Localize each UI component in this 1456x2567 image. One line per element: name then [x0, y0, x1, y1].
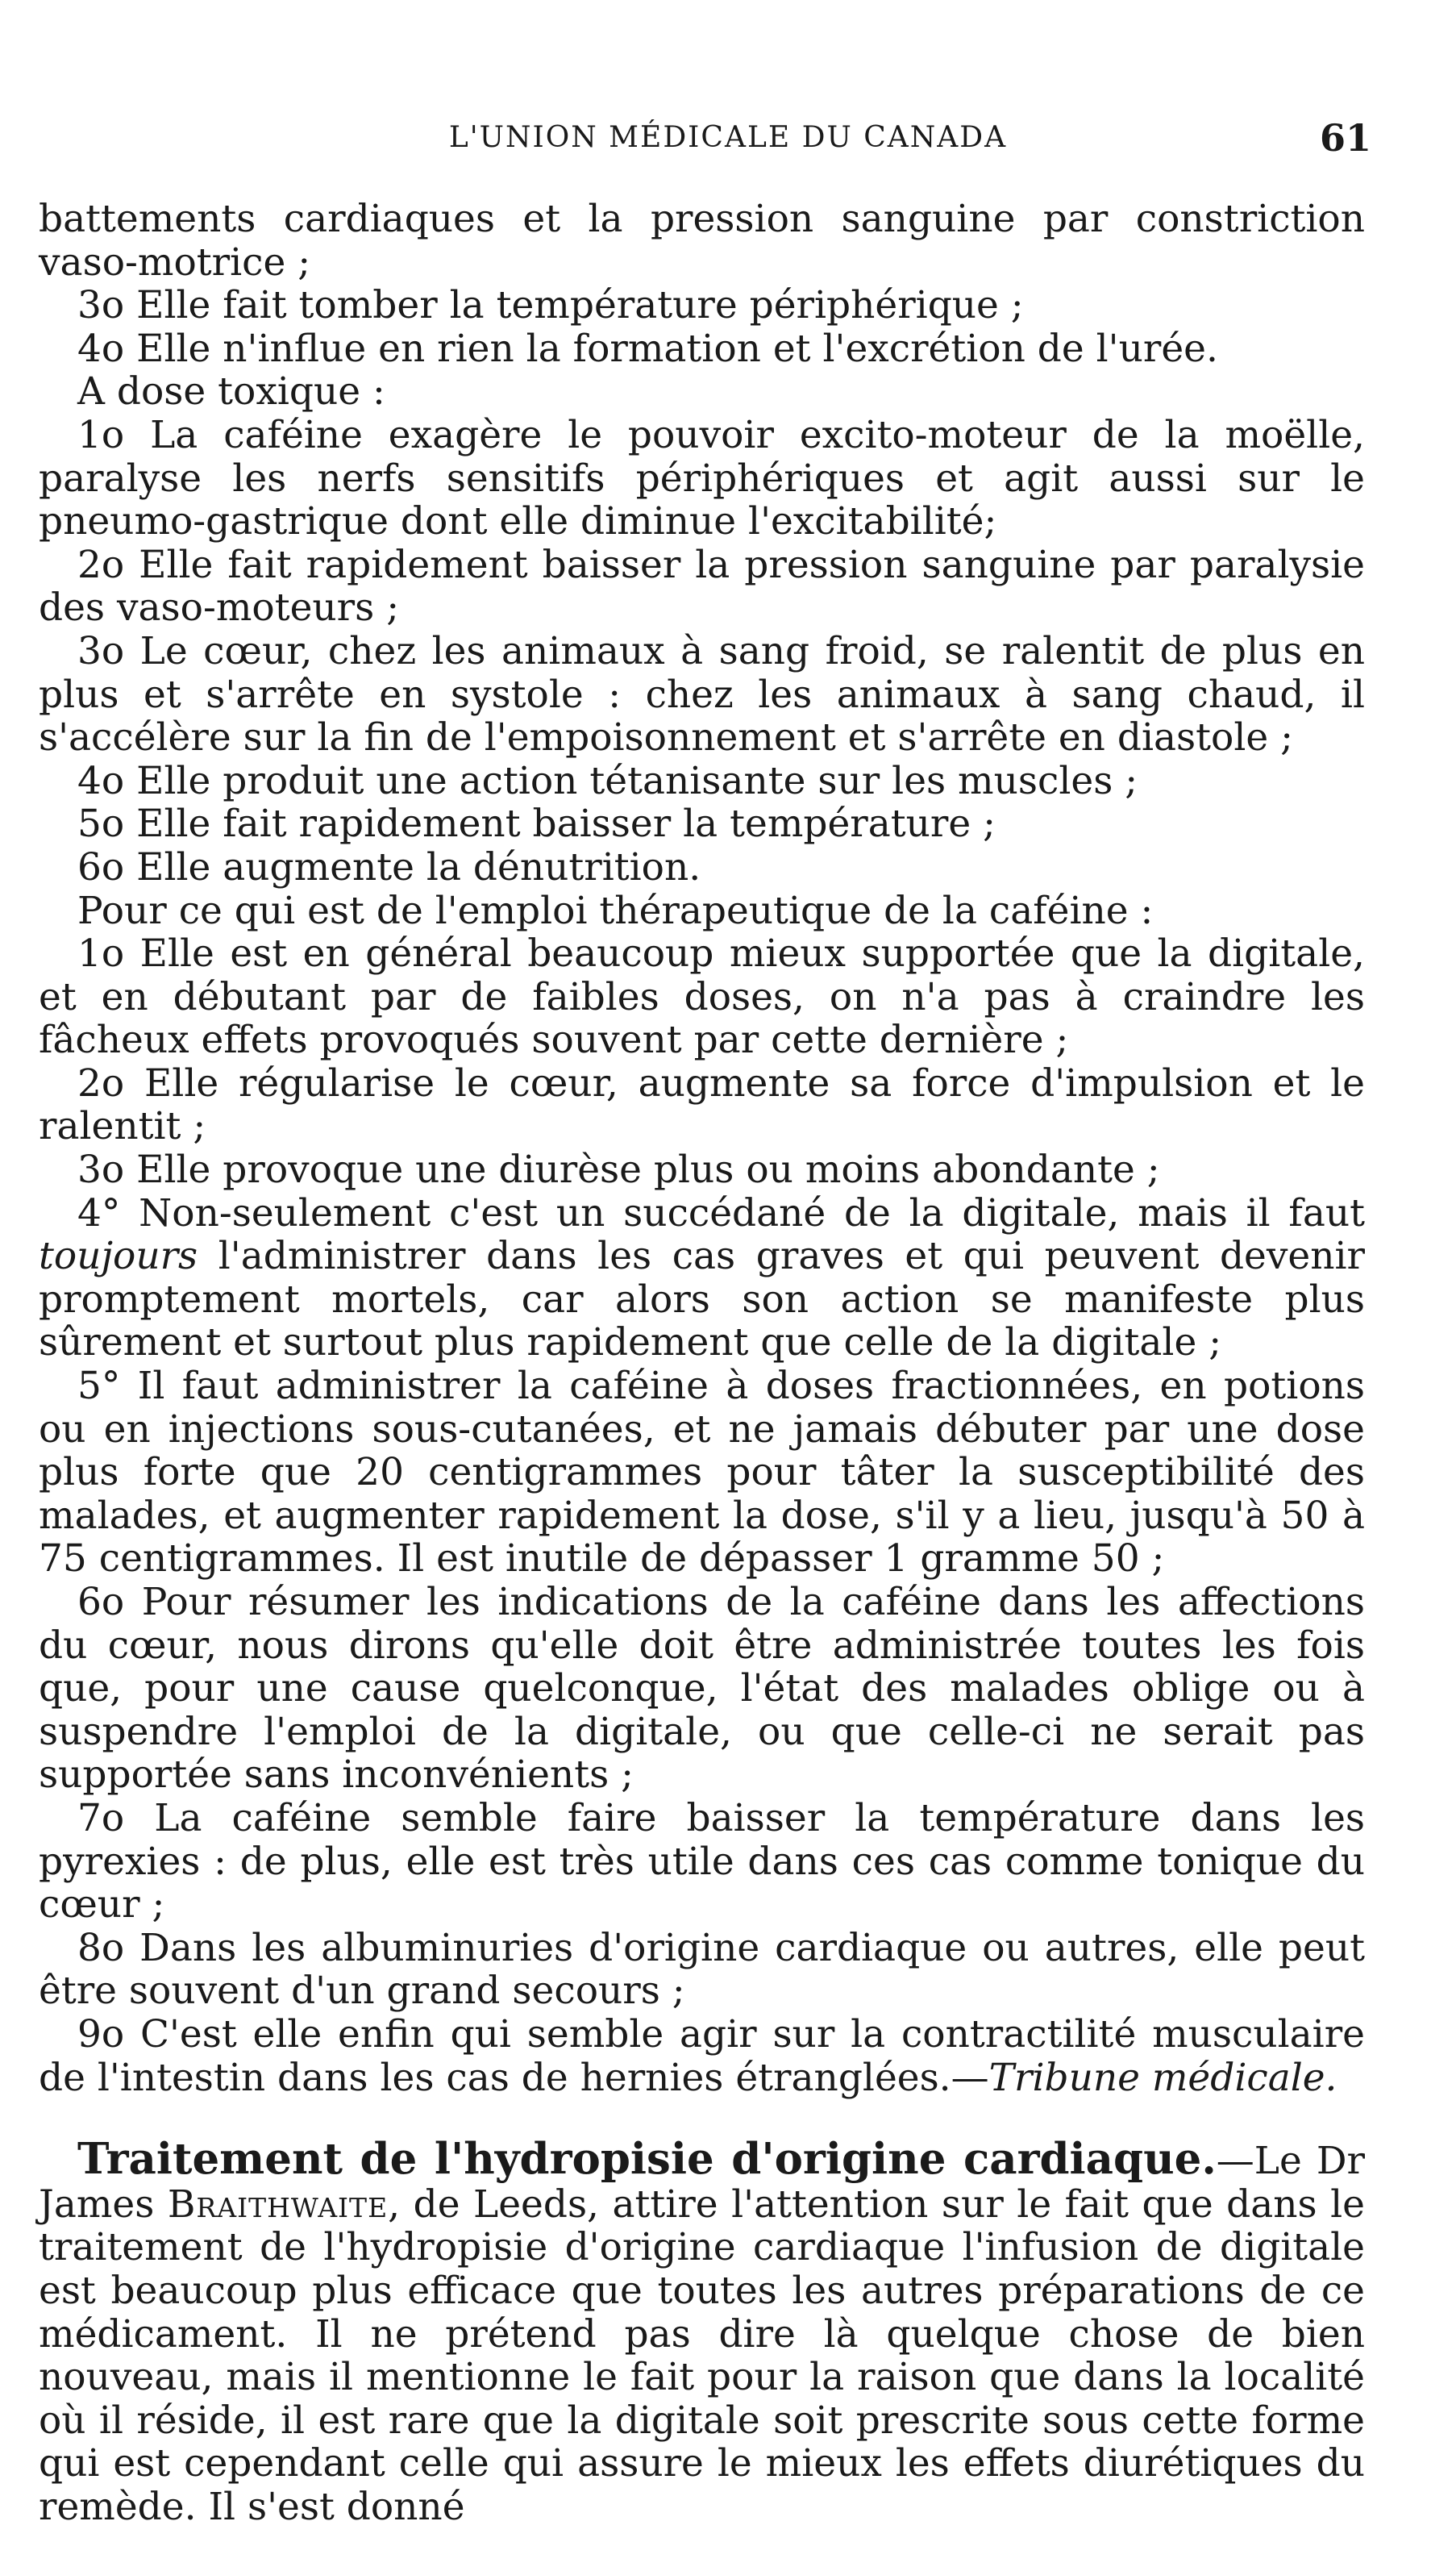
paragraph [39, 2013, 1365, 2099]
section-gap [39, 2099, 1365, 2138]
text-span: 4° Non-seulement c'est un succédané de la digitale, mais il faut [77, 1190, 1365, 1236]
paragraph: Pour ce qui est de l'emploi thérapeutique de la caféine : [77, 888, 1154, 933]
paragraph: battements cardiaques et la pression sanguine par constriction vaso-motrice ; [39, 197, 1365, 285]
running-title: L'UNION MÉDICALE DU CANADA [448, 121, 1008, 154]
page-number: 61 [1319, 116, 1371, 160]
article-body [39, 198, 1365, 2528]
paragraph: 6o Elle augmente la dénutrition. [77, 844, 701, 890]
paragraph: 2o Elle régularise le cœur, augmente sa force d'impulsion et le ralentit ; [39, 1061, 1365, 1149]
paragraph: 7o La caféine semble faire baisser la température dans les pyrexies : de plus, elle est très utile dans ces cas comme tonique du cœur ; [39, 1795, 1365, 1927]
paragraph: 6o Pour résumer les indications de la caféine dans les affections du cœur, nous dirons qu'elle doit être administrée toutes les fois que, pour une cause quelconque, l'état des malades oblige ou à suspendre l'emploi de la digitale, ou que celle-ci ne serait pas supportée sans inconvénients ; [39, 1580, 1365, 1798]
section-paragraph [39, 2134, 1365, 2529]
paragraph: 3o Elle fait tomber la température périphérique ; [77, 283, 1024, 328]
paragraph: 4o Elle n'influe en rien la formation et l'excrétion de l'urée. [77, 326, 1218, 371]
text-span: l'administrer dans les cas graves et qui peuvent devenir promptement mortels, car alors son action se manifeste plus sûrement et surtout plus rapidement que celle de la digitale ; [39, 1234, 1365, 1365]
paragraph: 4o Elle produit une action tétanisante sur les muscles ; [77, 758, 1138, 803]
paragraph: 1o Elle est en général beaucoup mieux supportée que la digitale, et en débutant par de faibles doses, on n'a pas à craindre les fâcheux effets provoqués souvent par cette dernière ; [39, 931, 1365, 1063]
emphasis: toujours [39, 1234, 198, 1279]
page-header [0, 116, 1456, 177]
paragraph: 2o Elle fait rapidement baisser la pression sanguine par paralysie des vaso-moteurs ; [39, 542, 1365, 631]
paragraph: 3o Elle provoque une diurèse plus ou moins abondante ; [77, 1148, 1160, 1193]
section-title: Traitement de l'hydropisie d'origine cardiaque. [77, 2134, 1217, 2185]
author-name: Braithwaite [167, 2182, 389, 2227]
text-span: , de Leeds, attire l'attention sur le fait que dans le traitement de l'hydropisie d'origine cardiaque l'infusion de digitale est beaucoup plus efficace que toutes les autres préparations de ce médicament. Il ne prétend pas dire là quelque chose de bien nouveau, mais il mentionne le fait pour la raison que dans la localité où il réside, il est rare que la digitale soit prescrite sous cette forme qui est cependant celle qui assure le mieux les effets diurétiques du remède. Il s'est donné [39, 2182, 1365, 2529]
paragraph: 1o La caféine exagère le pouvoir excito-moteur de la moëlle, paralyse les nerfs sensitifs périphériques et agit aussi sur le pneumo-gastrique dont elle diminue l'excitabilité; [39, 412, 1365, 544]
paragraph: 3o Le cœur, chez les animaux à sang froid, se ralentit de plus en plus et s'arrête en systole : chez les animaux à sang chaud, il s'accélère sur la fin de l'empoisonnement et s'arrête en diastole ; [39, 628, 1365, 761]
text-span: —Le Dr James [39, 2139, 1365, 2227]
paragraph: 5° Il faut administrer la caféine à doses fractionnées, en potions ou en injections sous-cutanées, et ne jamais débuter par une dose plus forte que 20 centigrammes pour tâter la susceptibilité des malades, et augmenter rapidement la dose, s'il y a lieu, jusqu'à 50 à 75 centigrammes. Il est inutile de dépasser 1 gramme 50 ; [39, 1364, 1365, 1581]
paragraph: 8o Dans les albuminuries d'origine cardiaque ou autres, elle peut être souvent d'un grand secours ; [39, 1925, 1365, 2014]
paragraph: A dose toxique : [77, 369, 385, 415]
text-span: 9o C'est elle enfin qui semble agir sur la contractilité musculaire de l'intestin dans les cas de hernies étranglées.— [39, 2011, 1365, 2100]
paragraph: 5o Elle fait rapidement baisser la température ; [77, 802, 996, 847]
paragraph [39, 1192, 1365, 1365]
source-citation: Tribune médicale. [988, 2055, 1337, 2100]
